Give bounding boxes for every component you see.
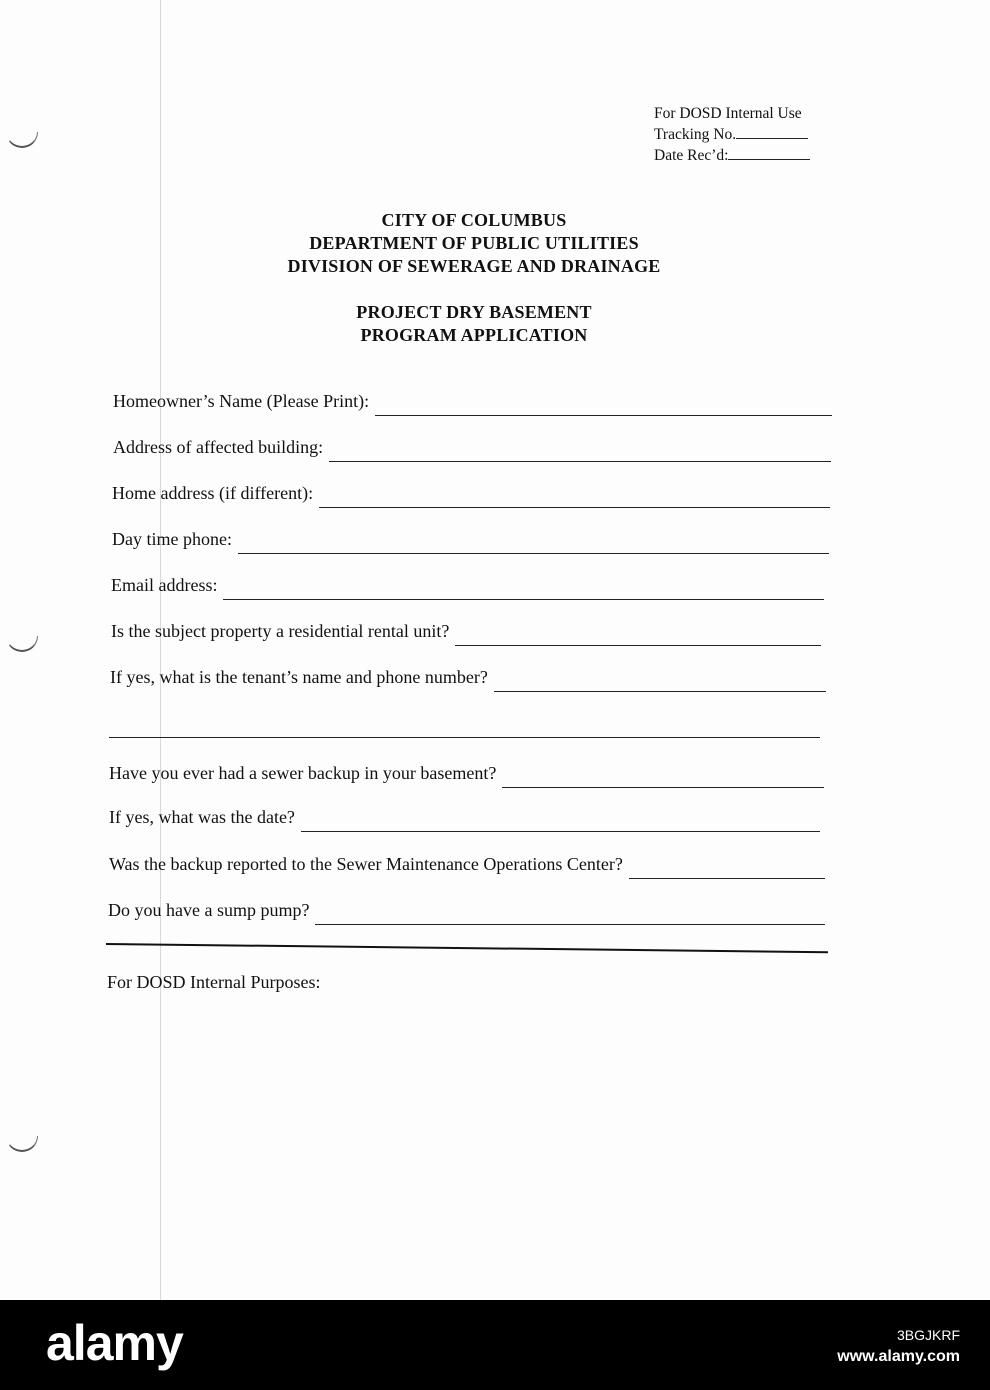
homeowner-name-field[interactable] xyxy=(375,399,832,416)
binder-hole-bottom xyxy=(6,1136,38,1152)
rental-unit-field[interactable] xyxy=(455,629,821,646)
internal-use-block xyxy=(654,104,810,166)
internal-purposes-label: For DOSD Internal Purposes: xyxy=(107,972,321,992)
affected-address-label: Address of affected building: xyxy=(113,437,324,457)
backup-reported-label: Was the backup reported to the Sewer Maintenance Operations Center? xyxy=(109,854,623,874)
homeowner-name-row xyxy=(113,390,832,412)
email-label: Email address: xyxy=(111,575,218,595)
header-division: DIVISION OF SEWERAGE AND DRAINAGE xyxy=(287,256,661,276)
tracking-number-field[interactable] xyxy=(736,124,808,139)
sump-pump-label: Do you have a sump pump? xyxy=(108,900,310,920)
tracking-number-label: Tracking No. xyxy=(654,126,737,143)
backup-reported-field[interactable] xyxy=(629,862,825,879)
alamy-logo: alamy xyxy=(46,1315,183,1371)
sump-pump-field[interactable] xyxy=(315,908,825,925)
day-phone-field[interactable] xyxy=(238,537,829,554)
tracking-number-row xyxy=(654,124,810,145)
affected-address-field[interactable] xyxy=(329,445,831,462)
day-phone-label: Day time phone: xyxy=(112,529,232,549)
sewer-backup-row xyxy=(109,762,824,784)
scan-fold-line xyxy=(160,0,161,1300)
sewer-backup-field[interactable] xyxy=(502,771,824,788)
backup-reported-row xyxy=(109,853,825,875)
internal-use-heading: For DOSD Internal Use xyxy=(654,105,802,122)
tenant-info-row xyxy=(110,666,826,688)
backup-date-label: If yes, what was the date? xyxy=(109,807,295,827)
header-department: DEPARTMENT OF PUBLIC UTILITIES xyxy=(309,233,639,253)
rental-unit-label: Is the subject property a residential rental unit? xyxy=(111,621,450,641)
sewer-backup-label: Have you ever had a sewer backup in your basement? xyxy=(109,763,497,783)
homeowner-name-label: Homeowner’s Name (Please Print): xyxy=(113,391,370,411)
rental-unit-row xyxy=(111,620,821,642)
affected-address-row xyxy=(113,436,831,458)
binder-hole-top xyxy=(6,132,38,148)
home-address-label: Home address (if different): xyxy=(112,483,314,503)
form-title-application: PROGRAM APPLICATION xyxy=(360,325,588,345)
binder-hole-middle xyxy=(6,636,38,652)
home-address-row xyxy=(112,482,830,504)
sump-pump-row xyxy=(108,899,825,921)
watermark-footer xyxy=(0,1300,990,1390)
email-row xyxy=(111,574,824,596)
date-received-field[interactable] xyxy=(728,145,810,160)
home-address-field[interactable] xyxy=(319,491,830,508)
backup-date-row xyxy=(109,806,820,828)
backup-date-field[interactable] xyxy=(301,815,820,832)
image-id: 3BGJKRF xyxy=(896,1327,960,1343)
tenant-info-label: If yes, what is the tenant’s name and phone number? xyxy=(110,667,488,687)
tenant-info-field[interactable] xyxy=(494,675,826,692)
date-received-row xyxy=(654,145,810,166)
email-field[interactable] xyxy=(223,583,824,600)
header-city: CITY OF COLUMBUS xyxy=(381,210,567,230)
day-phone-row xyxy=(112,528,829,550)
section-divider xyxy=(106,943,828,953)
form-title-project: PROJECT DRY BASEMENT xyxy=(356,302,592,322)
tenant-info-continuation-line[interactable] xyxy=(109,737,820,738)
date-received-label: Date Rec’d: xyxy=(654,147,729,164)
alamy-url: www.alamy.com xyxy=(837,1348,960,1365)
